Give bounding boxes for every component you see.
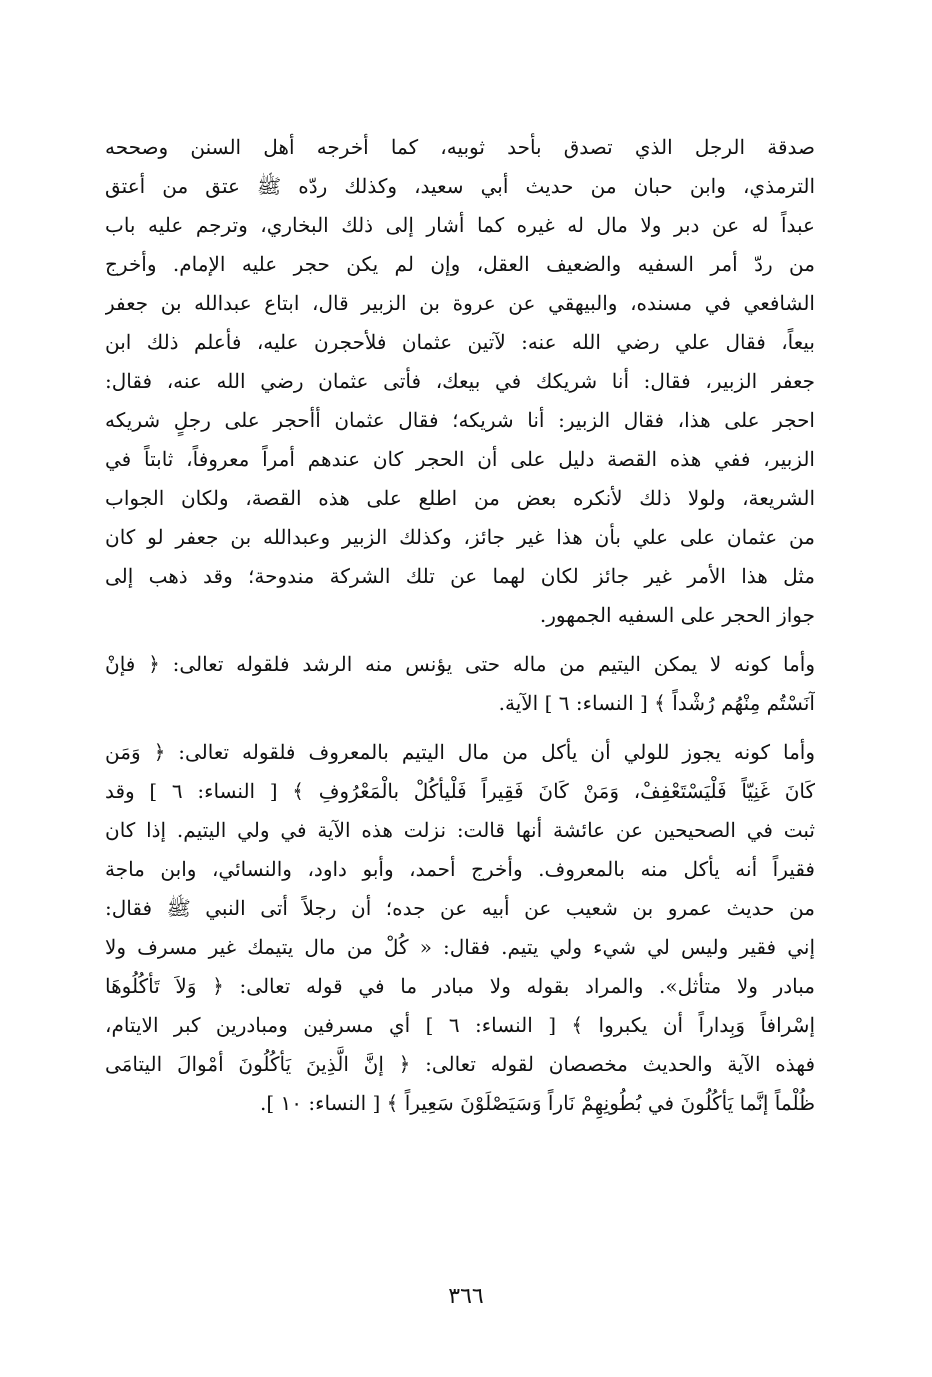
text-line: كَانَ غَنِيّاً فَلْيَسْتَعْفِفْ، وَمَنْ كَانَ فَقِيراً فَلْيأكُلْ بالْمَعْرُوفِ ﴾ [ النساء: ٦ ] وقد xyxy=(105,779,815,803)
text-line: الشريعة، ولولا ذلك لأنكره بعض من اطلع على هذه القصة، ولكان الجواب xyxy=(105,486,815,510)
text-line: الزبير، ففي هذه القصة دليل على أن الحجر كان عندهم أمراً معروفاً، ثابتاً في xyxy=(105,447,815,471)
text-line: إني فقير وليس لي شيء ولي يتيم. فقال: « كُلْ من مال يتيمك غير مسرف ولا xyxy=(105,935,815,959)
text-line: من عثمان على علي بأن هذا غير جائز، وكذلك الزبير وعبدالله بن جعفر لو كان xyxy=(105,525,815,549)
text-line: فهذه الآية والحديث مخصصان لقوله تعالى: ﴿ إنَّ الَّذِينَ يَأكُلُونَ أمْوالَ اليتامَى xyxy=(105,1052,815,1076)
paragraph-gap xyxy=(105,635,815,645)
body-text xyxy=(105,128,815,1123)
text-line: ظُلْماً إنَّما يَأكُلُونَ في بُطُونِهِمْ نَاراً وَسَيَصْلَوْنَ سَعِيراً ﴾ [ النساء: ١٠ ]. xyxy=(259,1091,815,1115)
text-line: وأما كونه لا يمكن اليتيم من ماله حتى يؤنس منه الرشد فلقوله تعالى: ﴿ فإنْ xyxy=(105,652,815,676)
text-line: إسْرافاً وَبِداراً أن يكبروا ﴾ [ النساء: ٦ ] أي مسرفين ومبادرين كبر الايتام، xyxy=(105,1013,815,1037)
text-line: جواز الحجر على السفيه الجمهور. xyxy=(539,603,815,627)
text-line: وأما كونه يجوز للولي أن يأكل من مال اليتيم بالمعروف فلقوله تعالى: ﴿ وَمَن xyxy=(105,740,815,764)
text-line: صدقة الرجل الذي تصدق بأحد ثوبيه، كما أخرجه أهل السنن وصححه xyxy=(105,135,815,159)
paragraph-2 xyxy=(105,645,815,723)
text-line: مبادر ولا متأثل». والمراد بقوله ولا مبادر ما في قوله تعالى: ﴿ وَلاَ تَأكُلُوهَا xyxy=(105,974,815,998)
text-line: فقيراً أنه يأكل منه بالمعروف. وأخرج أحمد، وأبو داود، والنسائي، وابن ماجة xyxy=(105,857,815,881)
text-line: آنَسْتُم مِنْهُم رُشْداً ﴾ [ النساء: ٦ ] الآية. xyxy=(498,691,815,715)
text-line: جعفر الزبير، فقال: أنا شريكك في بيعك، فأتى عثمان رضي الله عنه، فقال: xyxy=(105,369,815,393)
text-line: من ردّ أمر السفيه والضعيف العقل، وإن لم يكن حجر عليه الإمام. وأخرج xyxy=(105,252,815,276)
paragraph-gap xyxy=(105,723,815,733)
text-line: من حديث عمرو بن شعيب عن أبيه عن جده؛ أن رجلاً أتى النبي ﷺ فقال: xyxy=(105,896,815,920)
text-line: ثبت في الصحيحين عن عائشة أنها قالت: نزلت هذه الآية في ولي اليتيم. إذا كان xyxy=(105,818,815,842)
text-line: بيعاً، فقال علي رضي الله عنه: لآتين عثمان فلأحجرن عليه، فأعلم ذلك ابن xyxy=(105,330,815,354)
text-line: عبداً له عن دبر ولا مال له غيره كما أشار إلى ذلك البخاري، وترجم عليه باب xyxy=(105,213,815,237)
paragraph-1 xyxy=(105,128,815,635)
text-line: مثل هذا الأمر غير جائز لكان لهما عن تلك الشركة مندوحة؛ وقد ذهب إلى xyxy=(105,564,815,588)
text-line: احجر على هذا، فقال الزبير: أنا شريكه؛ فقال عثمان أأحجر على رجلٍ شريكه xyxy=(105,408,815,432)
text-line: الشافعي في مسنده، والبيهقي عن عروة بن الزبير قال، ابتاع عبدالله بن جعفر xyxy=(105,291,815,315)
page-number: ٣٦٦ xyxy=(448,1284,484,1309)
paragraph-3 xyxy=(105,733,815,1123)
text-line: الترمذي، وابن حبان من حديث أبي سعيد، وكذلك ردّه ﷺ عتق من أعتق xyxy=(105,174,815,198)
